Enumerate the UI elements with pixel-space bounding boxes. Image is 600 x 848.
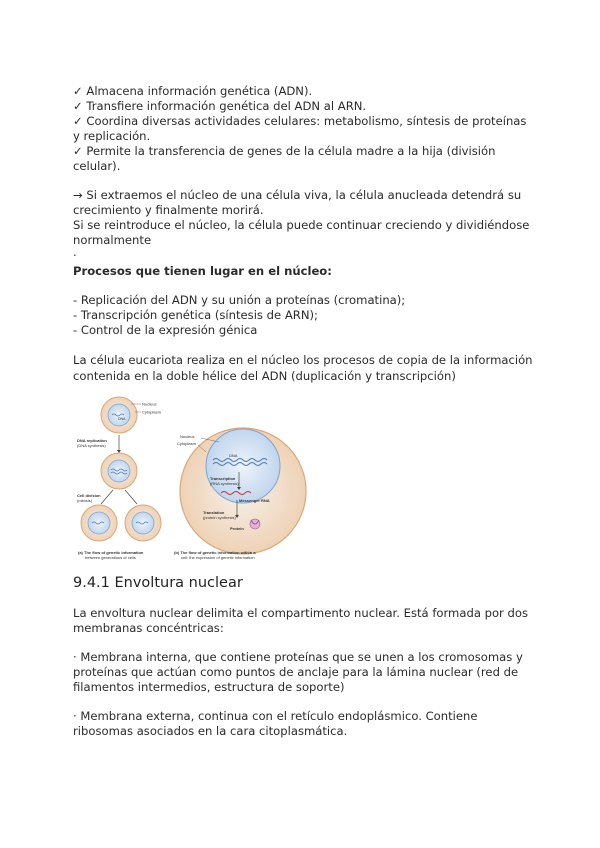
dna-label-b: DNA — [229, 453, 238, 458]
envelope-intro: La envoltura nuclear delimita el compartimento nuclear. Está formada por dos membranas concéntricas: — [73, 606, 529, 635]
outer-membrane-text: · Membrana externa, continua con el retículo endoplásmico. Contiene ribosomas asociados en la cara citoplasmática. — [73, 709, 478, 738]
replication-label: DNA replication — [77, 438, 107, 443]
processes-heading: Procesos que tienen lugar en el núcleo: — [73, 264, 332, 278]
cytoplasm-label-a: Cytoplasm — [142, 409, 161, 415]
protein-synthesis-label: (protein synthesis) — [203, 515, 236, 520]
division-sub-label: (mitosis) — [77, 498, 93, 503]
transcription-label: Transcription — [210, 476, 236, 481]
cell-daughter-left — [81, 505, 117, 541]
caption-a-line1: (a) The flow of genetic information — [78, 550, 144, 555]
rna-synthesis-label: (RNA synthesis) — [210, 481, 239, 486]
reintroduce-text: Si se reintroduce el núcleo, la célula puede continuar creciendo y dividiéndose normalmente — [73, 218, 530, 247]
check-item: ✓ Almacena información genética (ADN). — [73, 84, 313, 98]
messenger-rna-label: Messenger RNA — [239, 498, 270, 503]
caption-b-line1: (b) The flow of genetic information within a — [174, 550, 256, 555]
anucleate-text: → Si extraemos el núcleo de una célula viva, la célula anucleada detendrá su crecimiento y finalmente morirá. — [73, 188, 522, 217]
check-item: ✓ Permite la transferencia de genes de la célula madre a la hija (división celular). — [73, 144, 496, 173]
process-item: - Transcripción genética (síntesis de ARN); — [73, 308, 318, 322]
cell-middle — [101, 453, 137, 489]
nucleus-label-b: Nucleus — [180, 434, 195, 439]
check-item: ✓ Coordina diversas actividades celulares: metabolismo, síntesis de proteínas y replicación. — [73, 114, 527, 143]
division-label: Cell division — [77, 493, 101, 498]
cell-daughter-right — [125, 505, 161, 541]
caption-a-line2: between generations of cells — [85, 555, 136, 560]
caption-b-line2: cell: the expression of genetic information — [181, 555, 255, 560]
nucleus-label-a: Nucleus — [142, 401, 157, 407]
stray-dot: . — [73, 245, 77, 259]
replication-sub-label: (DNA synthesis) — [77, 443, 106, 448]
check-item: ✓ Transfiere información genética del ADN al ARN. — [73, 99, 367, 113]
protein-label: Protein — [230, 526, 244, 531]
cell-expression — [180, 428, 306, 554]
cytoplasm-label-b: Cytoplasm — [177, 441, 196, 446]
cell-top — [101, 397, 137, 433]
inner-membrane-text: · Membrana interna, que contiene proteínas que se unen a los cromosomas y proteínas que actúan como puntos de anclaje para la lámina nuclear (red de filamentos intermedios, estructura de soporte) — [73, 650, 523, 694]
genetic-flow-figure — [73, 396, 313, 564]
eukaryote-paragraph: La célula eucariota realiza en el núcleo los procesos de copia de la información contenida en la doble hélice del ADN (duplicación y transcripción) — [73, 353, 533, 383]
dna-label-a: DNA — [118, 417, 126, 421]
process-item: - Replicación del ADN y su unión a proteínas (cromatina); — [73, 293, 406, 307]
section-title: 9.4.1 Envoltura nuclear — [73, 575, 243, 591]
process-item: - Control de la expresión génica — [73, 323, 258, 337]
translation-label: Translation — [203, 510, 225, 515]
document-page — [73, 84, 533, 739]
